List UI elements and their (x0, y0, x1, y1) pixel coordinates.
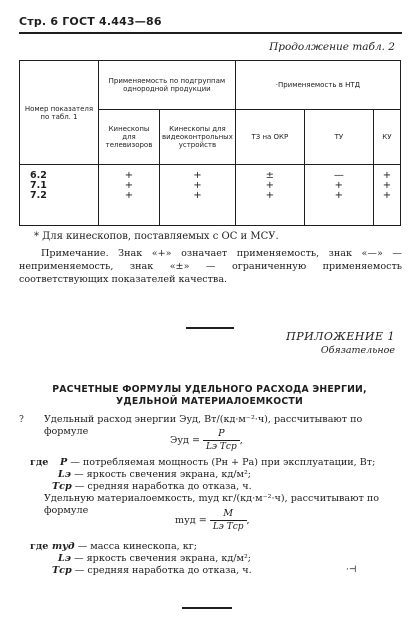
col-ku-header: КУ (373, 110, 400, 165)
def1-t: Tср — средняя наработка до отказа, ч. (52, 481, 252, 492)
def2-m: mуд — масса кинескопа, кг; (52, 541, 198, 552)
tu-marks: — + + (304, 165, 373, 226)
formula1-lhs: Эуд = (170, 435, 200, 446)
appendix-title: ПРИЛОЖЕНИЕ 1 (286, 330, 395, 343)
where-label-2: где (30, 541, 49, 552)
col-number-header: Номер показателя по табл. 1 (20, 61, 99, 165)
section-title (0, 384, 419, 408)
tz-marks: ± + + (235, 165, 304, 226)
material-paragraph: Удельную материалоемкость, mуд кг/(кд·м⁻²·ч), рассчитывают по формуле (44, 493, 380, 516)
formula2-lhs: mуд = (175, 515, 207, 526)
stray-mark: ·⊣ (346, 565, 357, 575)
table-continuation-label: Продолжение табл. 2 (269, 41, 395, 53)
note-label: Примечание. (41, 248, 109, 259)
table-note (19, 247, 402, 286)
def1-p: P — потребляемая мощность (Pн + Pа) при эксплуатации, Вт; (60, 457, 376, 468)
ku-marks: + + + (373, 165, 400, 226)
applicability-table (19, 60, 401, 226)
appendix-subtitle: Обязательное (320, 345, 395, 356)
bottom-separator (182, 607, 232, 609)
section-title-line-2: УДЕЛЬНОЙ МАТЕРИАЛОЕМКОСТИ (116, 396, 303, 407)
energy-paragraph: Удельный расход энергии Эуд, Вт/(кд·м⁻²·ч), рассчитывают по формуле (44, 414, 363, 437)
formula1-fraction (203, 428, 240, 453)
formula1-end: , (239, 435, 243, 446)
formula1-denominator: Lэ Tср (206, 442, 237, 452)
section-separator (186, 327, 234, 329)
col-tz-header: ТЗ на ОКР (235, 110, 304, 165)
where-label-1: где (30, 457, 49, 468)
formula1-numerator: P (203, 428, 240, 441)
note-text: Знак «+» означает применяемость, знак «—» — неприменяемость, знак «±» — ограниченную применяемость соответствующих показателей качества. (19, 248, 402, 285)
row-numbers: 6.2 7.1 7.2 (20, 165, 99, 226)
def2-t: Tср — средняя наработка до отказа, ч. (52, 565, 252, 576)
def1-l: Lэ — яркость свечения экрана, кд/м²; (58, 469, 252, 480)
col-tu-header: ТУ (304, 110, 373, 165)
col-video-header: Кинескопы для видеоконтрольных устройств (160, 110, 236, 165)
formula2-fraction (210, 508, 247, 533)
video-marks: + + + (160, 165, 236, 226)
header-rule (19, 32, 402, 34)
group-header: Применяемость по подгруппам однородной продукции (99, 61, 236, 110)
energy-formula (170, 428, 243, 453)
table-footnote: * Для кинескопов, поставляемых с ОС и МСУ. (34, 231, 279, 242)
def2-l: Lэ — яркость свечения экрана, кд/м²; (58, 553, 252, 564)
formula2-end: , (246, 515, 250, 526)
formula2-numerator: M (210, 508, 247, 521)
col-tv-header: Кинескопы для телевизоров (99, 110, 160, 165)
margin-mark: ? (19, 415, 24, 425)
section-title-line-1: РАСЧЕТНЫЕ ФОРМУЛЫ УДЕЛЬНОГО РАСХОДА ЭНЕРГИИ, (52, 384, 367, 395)
page-header: Стр. 6 ГОСТ 4.443—86 (19, 15, 162, 28)
material-formula (175, 508, 250, 533)
tv-marks: + + + (99, 165, 160, 226)
formula2-denominator: Lэ Tср (212, 522, 244, 532)
ntd-header: ·Применяемость в НТД (235, 61, 400, 110)
